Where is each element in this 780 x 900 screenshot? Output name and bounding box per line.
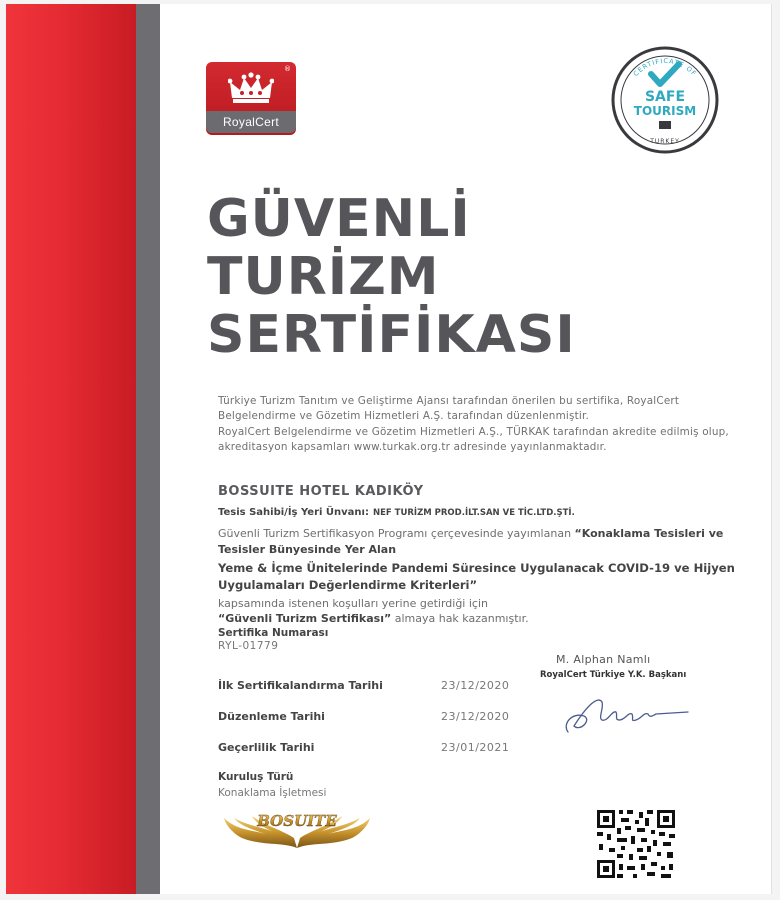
badge-bottom-text: TURKEY	[650, 138, 680, 145]
royalcert-logo	[206, 62, 296, 135]
owner-value: NEF TURİZM PROD.İLT.SAN VE TİC.LTD.ŞTİ.	[372, 508, 575, 518]
owner-line	[218, 507, 575, 518]
earned-text: almaya hak kazanmıştır.	[394, 612, 529, 625]
criteria-start: “Konaklama Tesisleri ve Tesisler Bünyesinde Yer Alan	[218, 527, 724, 556]
program-intro: Güvenli Turizm Sertifikasyon Programı çerçevesinde yayımlanan	[218, 527, 572, 540]
certificate-title	[207, 190, 576, 364]
owner-label: Tesis Sahibi/İş Yeri Ünvanı:	[218, 507, 369, 518]
criteria-text: Yeme & İçme Ünitelerinde Pandemi Süresince Uygulanacak COVID-19 ve Hijyen Uygulamaları Değerlendirme Kriterleri”	[218, 561, 735, 592]
certificate-name: “Güvenli Turizm Sertifikası”	[218, 612, 392, 625]
conditions-text	[218, 596, 738, 626]
validity-date-label: Geçerlilik Tarihi	[218, 741, 315, 754]
signatory-name: M. Alphan Namlı	[556, 653, 651, 666]
royalcert-wordmark: RoyalCert	[206, 111, 296, 133]
first-certification-date-value: 23/12/2020	[441, 679, 510, 692]
crown-icon	[228, 72, 274, 106]
red-side-band	[6, 4, 136, 894]
bosuite-logo	[222, 808, 372, 868]
certificate-number: RYL-01779	[218, 640, 279, 652]
issue-date-label: Düzenleme Tarihi	[218, 710, 325, 723]
title-line-2: TURİZM	[207, 247, 440, 307]
intro-paragraph-2: RoyalCert Belgelendirme ve Gözetim Hizmetleri A.Ş., TÜRKAK tarafından akredite edilmiş olup, akreditasyon kapsamları www.turkak.org.tr adresinde yayınlanmaktadır.	[218, 426, 729, 453]
title-line-3: SERTİFİKASI	[207, 305, 576, 365]
certificate-number-label: Sertifika Numarası	[218, 627, 329, 639]
signatory-title: RoyalCert Türkiye Y.K. Başkanı	[540, 670, 687, 680]
badge-tourism-text: TOURISM	[633, 104, 697, 118]
badge-emblem-icon	[659, 121, 671, 129]
establishment-type-value: Konaklama İşletmesi	[218, 787, 327, 799]
establishment-type-label: Kuruluş Türü	[218, 771, 294, 783]
issue-date-value: 23/12/2020	[441, 710, 510, 723]
hotel-name: BOSSUITE HOTEL KADIKÖY	[218, 484, 424, 499]
bosuite-logo-text: BOSUITE	[257, 812, 337, 830]
qr-code	[595, 808, 677, 880]
signature-image	[558, 686, 698, 738]
conditions-line: kapsamında istenen koşulları yerine getirdiği için	[218, 597, 488, 610]
safe-tourism-badge	[600, 44, 730, 156]
badge-top-text: CERTIFICATE OF	[631, 56, 699, 79]
checkmark-icon	[651, 64, 679, 84]
intro-paragraph-1: Türkiye Turizm Tanıtım ve Geliştirme Ajansı tarafından önerilen bu sertifika, RoyalCert Belgelendirme ve Gözetim Hizmetleri A.Ş. tarafından düzenlenmiştir.	[218, 395, 680, 422]
validity-date-value: 23/01/2021	[441, 741, 510, 754]
gray-side-band	[136, 4, 160, 894]
registered-mark: ®	[284, 65, 291, 73]
title-line-1: GÜVENLİ	[207, 189, 471, 249]
program-text	[218, 526, 738, 558]
badge-safe-text: SAFE	[644, 89, 686, 105]
first-certification-date-label: İlk Sertifikalandırma Tarihi	[218, 679, 383, 692]
